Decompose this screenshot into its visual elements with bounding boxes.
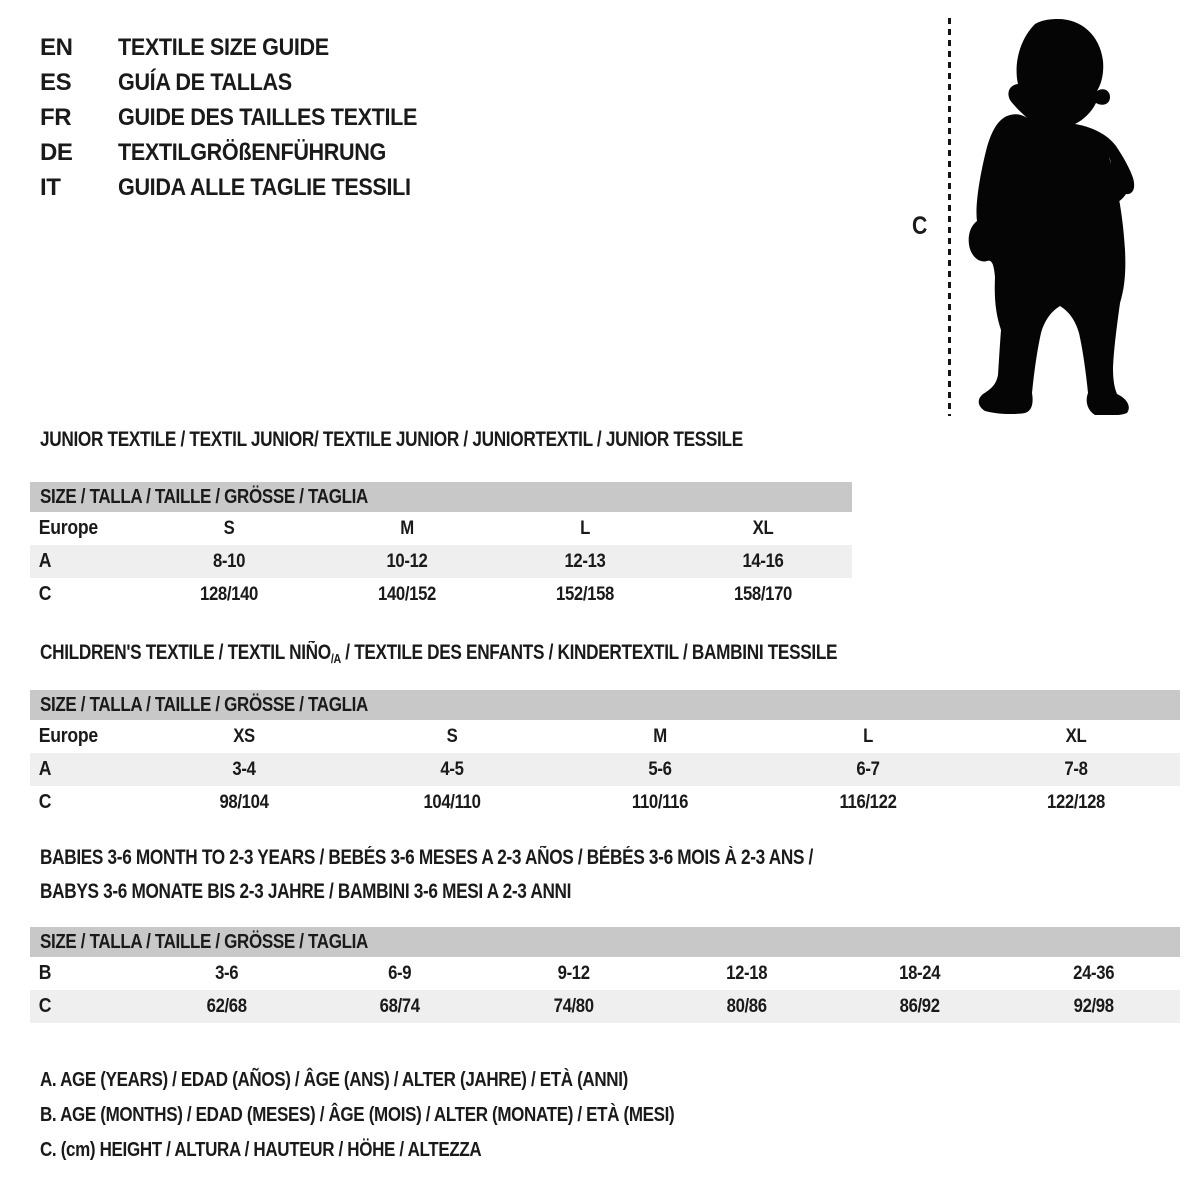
height-cell: 104/110 (423, 792, 481, 813)
height-cell: 98/104 (219, 792, 269, 813)
height-cell: 152/158 (556, 584, 614, 605)
lang-row-es (40, 65, 450, 100)
lang-row-fr (40, 100, 450, 135)
size-cell: XS (233, 726, 255, 747)
row-label: A (38, 550, 52, 572)
children-title-rest: / TEXTILE DES ENFANTS / KINDERTEXTIL / BAMBINI TESSILE (340, 641, 838, 664)
table-header-band (30, 690, 1180, 720)
babies-size-table (30, 927, 1180, 1023)
height-cell: 92/98 (1073, 996, 1114, 1017)
age-months-cell: 18-24 (899, 963, 941, 984)
language-title-list (40, 30, 450, 205)
table-row-months (30, 957, 1180, 990)
age-cell: 4-5 (440, 759, 464, 780)
age-cell: 12-13 (564, 551, 606, 572)
legend-age-months: B. AGE (MONTHS) / EDAD (MESES) / ÂGE (MOIS) / ALTER (MONATE) / ETÀ (MESI) (40, 1104, 675, 1126)
guide-title: GUIDA ALLE TAGLIE TESSILI (118, 174, 411, 201)
table-header-label: SIZE / TALLA / TAILLE / GRÖSSE / TAGLIA (40, 931, 368, 953)
lang-code: DE (40, 139, 73, 166)
row-label: B (38, 962, 52, 984)
toddler-silhouette-icon (965, 15, 1140, 415)
height-cell: 86/92 (899, 996, 941, 1017)
lang-code: IT (40, 174, 61, 201)
age-cell: 7-8 (1064, 759, 1088, 780)
children-title-sub: /A (330, 651, 341, 666)
guide-title: TEXTILGRÖßENFÜHRUNG (118, 139, 386, 166)
height-cell: 128/140 (200, 584, 258, 605)
junior-size-table (30, 482, 852, 611)
height-cell: 62/68 (206, 996, 247, 1017)
height-cell: 110/116 (631, 792, 689, 813)
age-cell: 5-6 (648, 759, 672, 780)
row-label: Europe (38, 725, 98, 747)
age-months-cell: 12-18 (726, 963, 768, 984)
table-header-label: SIZE / TALLA / TAILLE / GRÖSSE / TAGLIA (40, 486, 368, 508)
age-cell: 8-10 (212, 551, 246, 572)
size-cell: S (446, 726, 458, 747)
guide-title: GUIDE DES TAILLES TEXTILE (118, 104, 418, 131)
row-label: C (38, 791, 52, 813)
size-cell: M (653, 726, 667, 747)
age-months-cell: 3-6 (215, 963, 239, 984)
age-cell: 10-12 (386, 551, 428, 572)
table-row-age (30, 545, 852, 578)
lang-row-it (40, 170, 450, 205)
row-label: A (38, 758, 52, 780)
height-cell: 80/86 (726, 996, 767, 1017)
babies-section-title-line1: BABIES 3-6 MONTH TO 2-3 YEARS / BEBÉS 3-6 MESES A 2-3 AÑOS / BÉBÉS 3-6 MOIS À 2-3 ANS / (40, 846, 814, 869)
lang-code: ES (40, 69, 72, 96)
row-label: C (38, 583, 52, 605)
children-title-main: CHILDREN'S TEXTILE / TEXTIL NIÑO (40, 641, 331, 664)
height-cell: 74/80 (553, 996, 594, 1017)
height-cell: 116/122 (839, 792, 897, 813)
height-cell: 122/128 (1047, 792, 1105, 813)
lang-code: EN (40, 34, 73, 61)
size-cell: L (863, 726, 873, 747)
size-cell: XL (752, 518, 774, 539)
table-row-height (30, 990, 1180, 1023)
lang-code: FR (40, 104, 72, 131)
size-cell: S (223, 518, 235, 539)
height-measure-label: C (912, 212, 928, 240)
height-cell: 158/170 (734, 584, 792, 605)
height-dashed-line (948, 18, 951, 416)
lang-row-de (40, 135, 450, 170)
legend-height-cm: C. (cm) HEIGHT / ALTURA / HAUTEUR / HÖHE / ALTEZZA (40, 1139, 482, 1161)
age-months-cell: 6-9 (388, 963, 412, 984)
age-cell: 6-7 (856, 759, 880, 780)
height-cell: 68/74 (379, 996, 421, 1017)
table-row-height (30, 786, 1180, 819)
table-row-age (30, 753, 1180, 786)
size-cell: L (580, 518, 590, 539)
children-section-title (40, 641, 837, 671)
children-size-table (30, 690, 1180, 819)
guide-title: GUÍA DE TALLAS (118, 69, 292, 96)
junior-section-title: JUNIOR TEXTILE / TEXTIL JUNIOR/ TEXTILE JUNIOR / JUNIORTEXTIL / JUNIOR TESSILE (40, 428, 743, 451)
size-cell: M (400, 518, 414, 539)
age-months-cell: 9-12 (557, 963, 590, 984)
age-cell: 14-16 (742, 551, 784, 572)
height-cell: 140/152 (378, 584, 436, 605)
age-months-cell: 24-36 (1072, 963, 1114, 984)
row-label: C (38, 995, 52, 1017)
legend-age-years: A. AGE (YEARS) / EDAD (AÑOS) / ÂGE (ANS) / ALTER (JAHRE) / ETÀ (ANNI) (40, 1069, 628, 1091)
size-cell: XL (1065, 726, 1087, 747)
guide-title: TEXTILE SIZE GUIDE (118, 34, 329, 61)
table-row-height (30, 578, 852, 611)
table-row-europe (30, 512, 852, 545)
table-header-band (30, 927, 1180, 957)
table-header-label: SIZE / TALLA / TAILLE / GRÖSSE / TAGLIA (40, 694, 368, 716)
lang-row-en (40, 30, 450, 65)
table-row-europe (30, 720, 1180, 753)
row-label: Europe (38, 517, 98, 539)
table-header-band (30, 482, 852, 512)
age-cell: 3-4 (232, 759, 256, 780)
babies-section-title-line2: BABYS 3-6 MONATE BIS 2-3 JAHRE / BAMBINI 3-6 MESI A 2-3 ANNI (40, 880, 572, 903)
